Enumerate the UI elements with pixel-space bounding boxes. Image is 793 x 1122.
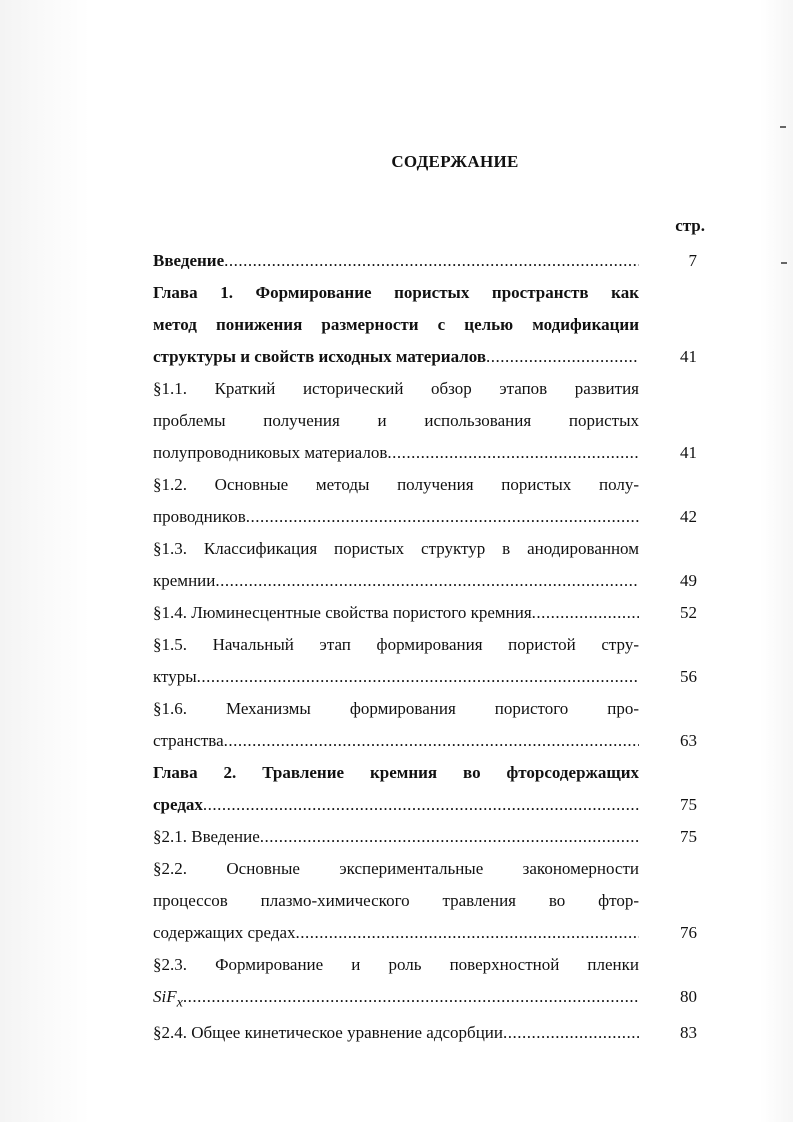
toc-line: §2.4. Общее кинетическое уравнение адсорбции ..... (153, 1017, 639, 1049)
formula-subscript: x (176, 994, 183, 1011)
toc-entry-section-1-2[interactable] (153, 469, 705, 533)
toc-line: метод понижения размерности с целью модификации (153, 315, 639, 334)
page-number: 63 (680, 731, 697, 750)
toc-line (153, 981, 639, 1013)
toc-line: кремнии ..... (153, 565, 639, 597)
toc-entry-section-2-4[interactable] (153, 1017, 705, 1049)
toc-line: §2.1. Введение ..... (153, 821, 639, 853)
toc-line: §1.2. Основные методы получения пористых полу- (153, 475, 639, 494)
page-number: 41 (680, 347, 697, 366)
page-column-label: стр. (675, 216, 705, 235)
leader-dots (215, 565, 639, 597)
toc-line: Глава 1. Формирование пористых пространств как (153, 283, 639, 302)
leader-dots (503, 1017, 639, 1049)
leader-dots (224, 245, 639, 277)
toc-title: СОДЕРЖАНИЕ (391, 152, 519, 171)
toc-line: §1.3. Классификация пористых структур в анодированном (153, 539, 639, 558)
leader-dots (197, 661, 639, 693)
page-number: 75 (680, 827, 697, 846)
toc-line: §2.2. Основные экспериментальные закономерности (153, 859, 639, 878)
page-number: 42 (680, 507, 697, 526)
toc-line: полупроводниковых материалов ..... (153, 437, 639, 469)
toc-line: ктуры ..... (153, 661, 639, 693)
leader-dots (296, 917, 639, 949)
page-number: 76 (680, 923, 697, 942)
page-number: 41 (680, 443, 697, 462)
toc-line: §2.3. Формирование и роль поверхностной пленки (153, 955, 639, 974)
toc-line: странства ..... (153, 725, 639, 757)
toc-line: процессов плазмо-химического травления во фтор- (153, 891, 639, 910)
page-number: 56 (680, 667, 697, 686)
toc-entry-section-2-1[interactable] (153, 821, 705, 853)
toc-line: структуры и свойств исходных материалов ..... (153, 341, 639, 373)
toc-line: проблемы получения и использования пористых (153, 411, 639, 430)
leader-dots (260, 821, 639, 853)
toc-entry-section-2-3[interactable] (153, 949, 705, 1013)
toc-entry-section-1-4[interactable] (153, 597, 705, 629)
page-number: 7 (688, 251, 697, 270)
toc-line: проводников ..... (153, 501, 639, 533)
toc-entry-chapter-2[interactable] (153, 757, 705, 821)
leader-dots (183, 981, 639, 1013)
toc-entry-introduction[interactable] (153, 245, 705, 277)
leader-dots (387, 437, 639, 469)
scan-mark (780, 126, 786, 128)
toc-line: §1.5. Начальный этап формирования пористой стру- (153, 635, 639, 654)
leader-dots (246, 501, 639, 533)
toc-entry-chapter-1[interactable] (153, 277, 705, 373)
page-number: 75 (680, 795, 697, 814)
page-number: 80 (680, 987, 697, 1006)
toc-line: §1.6. Механизмы формирования пористого про- (153, 699, 639, 718)
toc-line: содержащих средах ..... (153, 917, 639, 949)
toc-line: §1.1. Краткий исторический обзор этапов развития (153, 379, 639, 398)
toc-entry-section-1-3[interactable] (153, 533, 705, 597)
scan-mark (781, 262, 787, 264)
toc-line: средах ..... (153, 789, 639, 821)
page-number: 49 (680, 571, 697, 590)
leader-dots (203, 789, 639, 821)
sifx-formula: SiF$_x$ (153, 987, 183, 1011)
toc-entry-section-1-6[interactable] (153, 693, 705, 757)
page-number: 52 (680, 603, 697, 622)
toc-entry-section-1-5[interactable] (153, 629, 705, 693)
toc-entry-section-1-1[interactable] (153, 373, 705, 469)
toc-entry-section-2-2[interactable] (153, 853, 705, 949)
leader-dots (486, 341, 639, 373)
page-number: 83 (680, 1023, 697, 1042)
toc-line: Глава 2. Травление кремния во фторсодержащих (153, 763, 639, 782)
toc-line: Введение ..... (153, 245, 639, 277)
leader-dots (532, 597, 639, 629)
toc-line: §1.4. Люминесцентные свойства пористого кремния ..... (153, 597, 639, 629)
leader-dots (224, 725, 639, 757)
